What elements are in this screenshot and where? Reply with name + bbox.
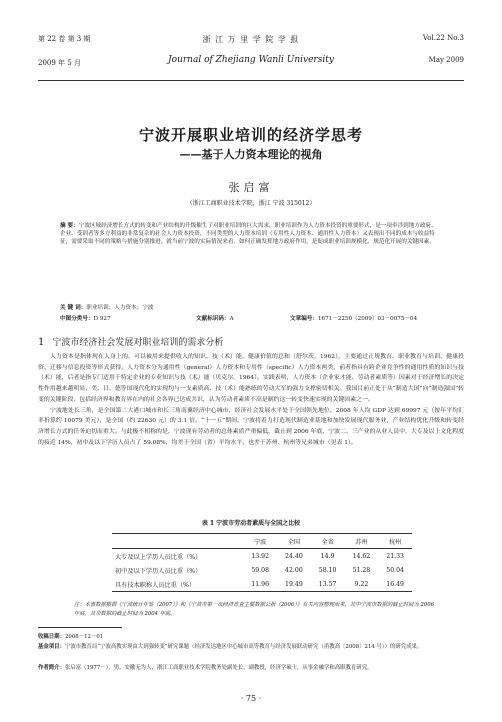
author-affiliation: （浙江工商职业技术学院，浙江 宁波 315012） xyxy=(186,200,316,207)
paper-subtitle: ——基于人力资本理论的视角 xyxy=(179,148,323,161)
table-cell: 16.49 xyxy=(386,580,404,588)
section-heading xyxy=(38,335,223,348)
table-cell: 59.08 xyxy=(251,566,270,574)
table-cell: 11.96 xyxy=(251,580,270,588)
row-label: 初中及以下学历人员比重（%） xyxy=(115,567,202,575)
table-header-cell: 苏州 xyxy=(355,538,368,546)
table-cell: 21.33 xyxy=(386,552,404,560)
table-cell: 58.10 xyxy=(318,566,337,574)
table-cell: 13.57 xyxy=(318,580,337,588)
footnote-author-bio: 作者简介：张启富（1977－），男，安徽无为人，浙江工商职业技术学院教务处副处长，副教授，经济学硕士，从事金融学和高职教育研究。 xyxy=(38,665,373,671)
abstract xyxy=(60,222,442,246)
clc-number: 中图分类号：D 927 xyxy=(60,316,111,322)
body-paragraph: 人力资本是指体现在人身上的、可以被用来提供收入的知识、技（术）能、健康价值的总和（舒尔茨，1962），主要通过正规教育、职业教育与培训、健康投资、迁移与信息投资等形式获得。人力资本分为通用性（general）人力资本和专用性（specific）人力资本两类，前者指具有跨企业竞争性的通用性质的知识与技（术）能，后者是指专门适用于特定企业的专业知识与技（术）能（贝克尔，1964）。实践表明，人力资本（企业家才能、劳动者素质等）因素对于经济增长的决定性作用越来越明显，美、日、德等国现代化的实现均与一支素质高、技（术）能熟练的劳动大军的强力支撑密切相关。我国目前正处于从“制造大国”向“制造强国”转变的关键阶段，包括经济界和教育界在内的社会各界已达成共识，认为劳动者素质不高是制约这一转变快速实现的关键因素之一。 xyxy=(38,354,464,403)
table-cell: 14.9 xyxy=(320,552,335,560)
table-row xyxy=(112,577,412,592)
article-number: 文章编号：1671－2250（2009）03－0075－04 xyxy=(290,316,418,322)
header-issue: Vol.22 No.3 May 2009 xyxy=(422,34,464,64)
paper-title: 宁波开展职业培训的经济学思考 xyxy=(138,126,363,144)
row-label: 大专及以上学历人员比重（%） xyxy=(115,553,202,561)
footnote-received: 收稿日期：2008－12－01 xyxy=(38,634,104,640)
section-title: 宁波市经济社会发展对职业培训的需求分析 xyxy=(52,338,224,348)
table-header-cell xyxy=(112,534,243,549)
table-row xyxy=(112,563,412,577)
keywords xyxy=(60,303,153,311)
section-body xyxy=(38,352,464,448)
table-cell: 9.22 xyxy=(354,580,369,588)
table-header-cell: 全省 xyxy=(321,538,334,546)
author-name: 张启富 xyxy=(228,181,274,194)
abstract-text: 宁波区域经济增长方式的转变和产业结构的升级催生了对职业培训的巨大需求，职业培训作为人力资本投资的重要形式，是一项牵涉到地方政府、企业、受训者等多方利益的非常复杂的社会人力资本投资，不同类型的人力资本培训（专用性人力资本、通用性人力资本）又表现出不同的成本与收益特征，需要采取不同的策略与措施分别推进。就当前宁波的实际情况来看，如何正确发挥地方政府作用，是促成职业培训规模化、规范化开展的关键因素。 xyxy=(60,223,437,246)
section-number: 1 xyxy=(38,337,45,348)
table-note: 注：本表数据根据《宁波统计年鉴（2007）》和《宁波市第一次经济普查主要数据公报（2006）》有关内容整理而来，其中宁波市数据的截止时间为 2006 年底，其余数据的截止时间为 2004 年底。 xyxy=(74,602,434,617)
keywords-label: 关 键 词： xyxy=(60,305,87,311)
abstract-label: 摘 要： xyxy=(60,223,79,229)
table-cell: 24.40 xyxy=(285,552,303,560)
header-divider xyxy=(38,80,464,81)
footnote-funding: 基金项目：宁波市教育局“宁波高教实现由大到强转变”研究课题（经济发达地区中心城市高等教育与经济发展联动研究（甬教高〔2008〕214 号））的研究成果。 xyxy=(38,644,423,650)
table-header-cell: 宁波 xyxy=(253,538,267,546)
table-row xyxy=(112,549,412,564)
footnote-divider xyxy=(38,627,122,628)
table-cell: 50.04 xyxy=(386,566,404,574)
table-header-cell: 全国 xyxy=(287,538,301,546)
row-label: 具有技术职称人员比重（%） xyxy=(115,581,196,589)
header-volume: 第 22 卷 第 3 期 2009 年 5 月 xyxy=(38,35,91,67)
body-paragraph: 宁波地处长三角，是全国第二大港口城市和长三角南翼经济中心城市，经济社会发展水平处于全国领先地位，2008 年人均 GDP 达到 69997 元（按年平均汇率折算约 10079 美元），是全国（约 22630 元）的 3.1 倍。“十一五”期间，宁波将着力打造现代制造业基地和加快发展现代服务业，产业结构优化升级和转变经济增长方式的任务迫切而重大。与此极不相称的是，宁波现有劳动者的总体素质严重偏低，截止到 2006 年底，宁波二、三产业的从业人员中，大专及以上文化程度的接近 14%，初中及以下学历人员占了 59.08%，均差于全国（省）平均水平，也差于苏州、杭州等兄弟城市（见表 1）。 xyxy=(38,407,464,446)
header-journal: 浙 江 万 里 学 院 学 报 Journal of Zhejiang Wanli University xyxy=(168,35,334,65)
table-cell: 42.00 xyxy=(285,566,303,574)
table-cell: 19.49 xyxy=(285,580,303,588)
table-cell: 14.62 xyxy=(352,552,371,560)
table-caption: 表 1 宁波市劳动者素质与全国之比较 xyxy=(201,520,301,527)
page-number: · 75 · xyxy=(240,694,262,703)
table-header-row xyxy=(112,534,412,549)
document-code: 文献标识码：A xyxy=(196,316,234,322)
table-header-cell: 杭州 xyxy=(388,538,402,546)
keywords-text: 职业培训；人力资本；宁波 xyxy=(86,305,154,311)
table-cell: 13.92 xyxy=(251,552,270,560)
table-cell: 51.28 xyxy=(352,566,371,574)
data-table xyxy=(112,533,412,592)
